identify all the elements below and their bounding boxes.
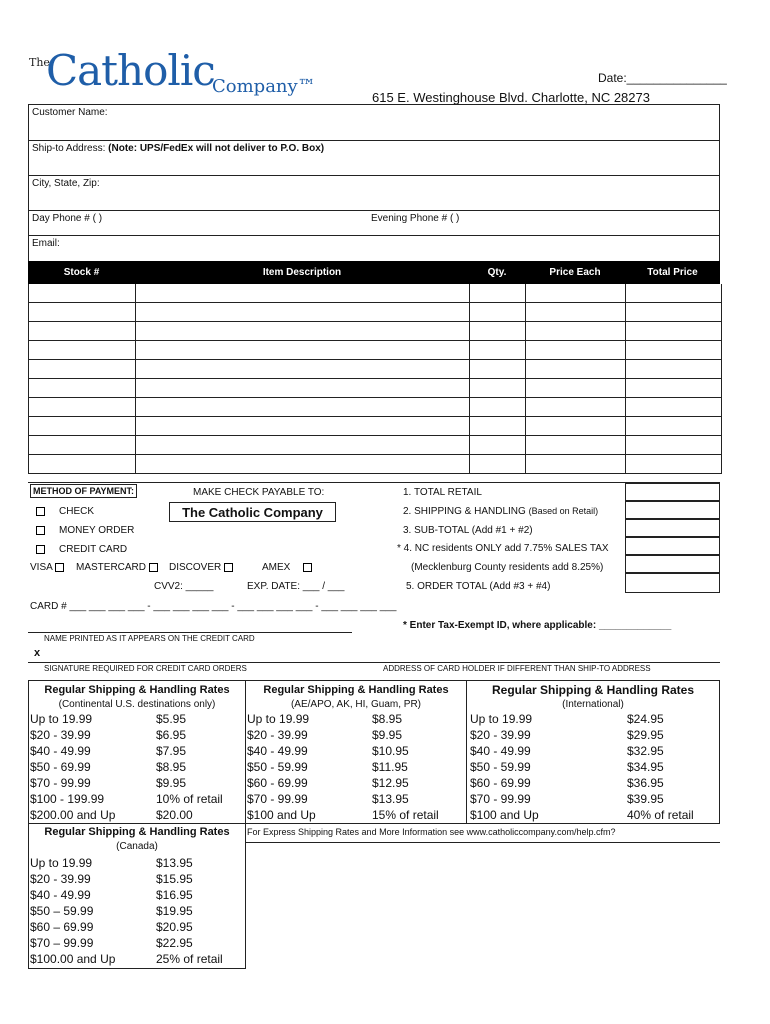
table-cell[interactable] [470,455,526,473]
checkbox-icon[interactable] [55,563,64,572]
customer-name-field[interactable] [28,104,720,141]
logo-catholic: Catholic [46,46,215,95]
table-cell[interactable] [470,341,526,359]
us-rate-range: $20 - 39.99 [30,728,91,742]
intl-rates-sub: (International) [562,699,624,710]
table-cell[interactable] [470,398,526,416]
total-retail-box[interactable] [625,483,720,501]
canada-rate-price: $20.95 [156,920,193,934]
table-cell[interactable] [526,360,626,378]
shipping-box[interactable] [625,501,720,519]
table-cell[interactable] [29,436,136,454]
express-line [245,842,720,843]
canada-rate-range: $60 – 69.99 [30,920,94,934]
table-row [29,436,721,455]
ae-rate-price: $8.95 [372,712,403,726]
ship-to-note: (Note: UPS/FedEx will not deliver to P.O. Box) [108,143,325,154]
table-cell[interactable] [526,436,626,454]
canada-rate-range: $70 – 99.99 [30,936,94,950]
signature-x: x [34,647,41,659]
signature-label: SIGNATURE REQUIRED FOR CREDIT CARD ORDERS [44,664,247,673]
table-cell[interactable] [136,360,470,378]
intl-rate-price: $29.95 [627,728,664,742]
us-rates-title: Regular Shipping & Handling Rates [44,684,230,696]
intl-rate-range: $50 - 59.99 [470,760,531,774]
table-cell[interactable] [470,417,526,435]
company-address: 615 E. Westinghouse Blvd. Charlotte, NC 28273 [372,90,650,105]
canada-rate-range: $100.00 and Up [30,952,116,966]
canada-rate-range: $20 - 39.99 [30,872,91,886]
ae-rate-price: $12.95 [372,776,409,790]
logo-company: Company™ [212,76,316,97]
money-order-option[interactable]: MONEY ORDER [36,525,134,536]
date-field[interactable]: Date:_______________ [598,71,727,85]
table-cell[interactable] [626,455,721,473]
item-table-body [28,284,722,474]
us-rate-price: $7.95 [156,744,187,758]
table-row [29,398,721,417]
express-note: For Express Shipping Rates and More Information see www.catholiccompany.com/help.cfm? [247,827,616,837]
table-cell[interactable] [136,379,470,397]
logo-the: The [29,56,50,69]
item-table-header [28,261,720,284]
table-cell[interactable] [136,436,470,454]
canada-rate-price: $15.95 [156,872,193,886]
ae-rate-range: $50 - 59.99 [247,760,308,774]
table-cell[interactable] [526,455,626,473]
table-cell[interactable] [29,284,136,302]
table-cell[interactable] [136,455,470,473]
checkbox-icon[interactable] [303,563,312,572]
table-cell[interactable] [470,322,526,340]
amex-option[interactable]: AMEX [262,562,316,573]
intl-rate-price: $34.95 [627,760,664,774]
us-rates-sub: (Continental U.S. destinations only) [58,699,216,710]
table-row [29,417,721,436]
table-cell[interactable] [526,341,626,359]
table-cell[interactable] [29,455,136,473]
us-rate-range: $100 - 199.99 [30,792,105,806]
ae-rate-range: Up to 19.99 [247,712,310,726]
total-retail-label: 1. TOTAL RETAIL [403,487,482,498]
table-cell[interactable] [526,303,626,321]
ae-rate-range: $40 - 49.99 [247,744,308,758]
intl-rate-price: $32.95 [627,744,664,758]
canada-rate-range: Up to 19.99 [30,856,93,870]
intl-rate-range: $70 - 99.99 [470,792,531,806]
table-cell[interactable] [29,379,136,397]
table-cell[interactable] [136,398,470,416]
us-rate-price: $9.95 [156,776,187,790]
us-rate-price: $8.95 [156,760,187,774]
checkbox-icon[interactable] [36,545,45,554]
table-cell[interactable] [470,360,526,378]
payable-to-label: MAKE CHECK PAYABLE TO: [193,487,325,498]
customer-name-label: Customer Name: [32,107,108,118]
order-total-label: 5. ORDER TOTAL (Add #3 + #4) [406,581,551,592]
table-row [29,303,721,322]
mecklenburg-label: (Mecklenburg County residents add 8.25%) [411,562,604,573]
ae-rate-price: $13.95 [372,792,409,806]
table-cell[interactable] [470,303,526,321]
us-rate-price: $5.95 [156,712,187,726]
ae-rate-range: $20 - 39.99 [247,728,308,742]
table-row [29,360,721,379]
table-cell[interactable] [29,341,136,359]
col-total-price: Total Price [647,267,698,278]
phone-field[interactable] [28,210,720,236]
col-qty: Qty. [487,267,507,278]
table-cell[interactable] [626,322,721,340]
us-rate-range: $40 - 49.99 [30,744,91,758]
table-cell[interactable] [526,398,626,416]
table-cell[interactable] [470,436,526,454]
intl-rate-price: $39.95 [627,792,664,806]
ae-rate-range: $60 - 69.99 [247,776,308,790]
table-cell[interactable] [136,303,470,321]
canada-rates-sub: (Canada) [116,841,158,852]
us-rate-price: 10% of retail [156,792,223,806]
exp-date-field[interactable]: EXP. DATE: ___ / ___ [247,581,345,592]
checkbox-icon[interactable] [149,563,158,572]
canada-rates-title: Regular Shipping & Handling Rates [44,826,230,838]
discover-option[interactable]: DISCOVER [169,562,237,573]
table-cell[interactable] [526,417,626,435]
table-cell[interactable] [626,303,721,321]
table-cell[interactable] [626,284,721,302]
intl-rate-price: $36.95 [627,776,664,790]
day-phone-label: Day Phone # ( ) [32,213,103,224]
email-field[interactable] [28,235,720,262]
table-cell[interactable] [626,436,721,454]
email-label: Email: [32,238,60,249]
table-cell[interactable] [29,398,136,416]
table-cell[interactable] [29,360,136,378]
table-row [29,455,721,474]
subtotal-label: 3. SUB-TOTAL (Add #1 + #2) [403,525,533,536]
name-printed-line [28,632,352,633]
ae-rates-sub: (AE/APO, AK, HI, Guam, PR) [290,699,422,710]
intl-rate-range: $20 - 39.99 [470,728,531,742]
tax-box[interactable] [625,537,720,555]
table-cell[interactable] [29,417,136,435]
col-price-each: Price Each [549,267,601,278]
intl-rate-range: Up to 19.99 [470,712,533,726]
table-row [29,341,721,360]
canada-rate-range: $40 - 49.99 [30,888,91,902]
check-option[interactable]: CHECK [36,506,94,517]
evening-phone-label: Evening Phone # ( ) [371,213,460,224]
tax-exempt-field[interactable]: * Enter Tax-Exempt ID, where applicable: _____________ [403,620,672,631]
canada-rate-price: $19.95 [156,904,193,918]
divider [28,482,720,483]
city-state-zip-field[interactable] [28,175,720,211]
table-cell[interactable] [626,379,721,397]
intl-rate-range: $60 - 69.99 [470,776,531,790]
cvv-field[interactable]: CVV2: _____ [154,581,214,592]
ae-rate-price: $9.95 [372,728,403,742]
table-cell[interactable] [470,284,526,302]
us-rate-range: $50 - 69.99 [30,760,91,774]
intl-rate-price: $24.95 [627,712,664,726]
city-label: City, State, Zip: [32,178,100,189]
table-cell[interactable] [526,379,626,397]
us-rate-range: $200.00 and Up [30,808,116,822]
visa-option[interactable]: VISA [30,562,68,573]
ae-rate-range: $100 and Up [247,808,316,822]
card-number-field[interactable]: CARD # ___ ___ ___ ___ - ___ ___ ___ ___ - ___ ___ ___ ___ - ___ ___ ___ ___ [30,601,397,612]
ae-rate-price: 15% of retail [372,808,439,822]
col-description: Item Description [262,267,342,278]
ae-rates-title: Regular Shipping & Handling Rates [263,684,449,696]
payable-name: The Catholic Company [169,502,336,522]
table-cell[interactable] [136,341,470,359]
intl-rate-range: $100 and Up [470,808,539,822]
canada-rate-price: 25% of retail [156,952,223,966]
ship-to-label: Ship-to Address: [32,143,106,154]
table-cell[interactable] [136,417,470,435]
canada-rate-range: $50 – 59.99 [30,904,94,918]
address-holder-label: ADDRESS OF CARD HOLDER IF DIFFERENT THAN SHIP-TO ADDRESS [383,664,651,673]
canada-rate-price: $13.95 [156,856,193,870]
subtotal-box[interactable] [625,519,720,537]
canada-rate-price: $16.95 [156,888,193,902]
us-rate-range: $70 - 99.99 [30,776,91,790]
canada-rate-price: $22.95 [156,936,193,950]
table-row [29,379,721,398]
ae-rate-range: $70 - 99.99 [247,792,308,806]
table-cell[interactable] [29,303,136,321]
table-cell[interactable] [136,322,470,340]
table-cell[interactable] [526,322,626,340]
ship-to-address-field[interactable] [28,140,720,176]
col-stock: Stock # [63,267,100,278]
shipping-label: 2. SHIPPING & HANDLING (Based on Retail) [403,506,599,517]
table-cell[interactable] [470,379,526,397]
us-rate-range: Up to 19.99 [30,712,93,726]
name-printed-label: NAME PRINTED AS IT APPEARS ON THE CREDIT CARD [44,634,255,643]
table-cell[interactable] [136,284,470,302]
table-cell[interactable] [29,322,136,340]
us-rate-price: $6.95 [156,728,187,742]
signature-line [28,662,720,663]
order-total-box[interactable] [625,573,720,593]
intl-rate-price: 40% of retail [627,808,694,822]
credit-card-option[interactable]: CREDIT CARD [36,544,127,555]
us-rate-price: $20.00 [156,808,193,822]
nc-tax-label: * 4. NC residents ONLY add 7.75% SALES TAX [397,543,609,554]
table-cell[interactable] [626,398,721,416]
intl-rates-title: Regular Shipping & Handling Rates [491,683,694,697]
table-row [29,322,721,341]
table-cell[interactable] [626,341,721,359]
checkbox-icon[interactable] [36,526,45,535]
checkbox-icon[interactable] [224,563,233,572]
table-cell[interactable] [526,284,626,302]
ae-rate-price: $10.95 [372,744,409,758]
table-cell[interactable] [626,417,721,435]
ae-rate-price: $11.95 [372,760,408,774]
method-of-payment-label: METHOD OF PAYMENT: [30,484,137,498]
table-row [29,284,721,303]
intl-rate-range: $40 - 49.99 [470,744,531,758]
mecklenburg-box[interactable] [625,555,720,573]
mastercard-option[interactable]: MASTERCARD [76,562,162,573]
checkbox-icon[interactable] [36,507,45,516]
table-cell[interactable] [626,360,721,378]
